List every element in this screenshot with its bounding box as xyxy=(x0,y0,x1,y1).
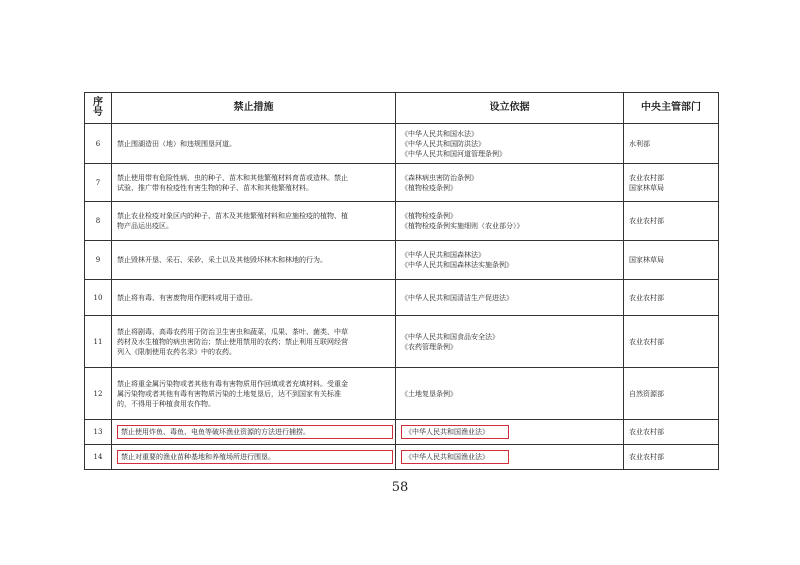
row-number: 11 xyxy=(85,316,112,368)
table-row xyxy=(85,368,719,420)
row-number: 12 xyxy=(85,368,112,420)
basis-line: 《植物检疫条例》 xyxy=(401,183,457,192)
measure-cell xyxy=(112,164,396,202)
basis-cell xyxy=(396,280,624,316)
department-line: 自然资源部 xyxy=(629,389,664,398)
measure-line: 禁止对重要的渔业苗种基地和养殖场所进行围垦。 xyxy=(121,453,275,461)
basis-cell xyxy=(396,368,624,420)
row-number: 7 xyxy=(85,164,112,202)
basis-line: 《土地复垦条例》 xyxy=(401,389,457,398)
basis-cell xyxy=(396,445,624,470)
basis-cell xyxy=(396,241,624,280)
measure-cell xyxy=(112,316,396,368)
table-row xyxy=(85,316,719,368)
measure-line: 禁止农业检疫对象区内的种子、苗木及其他繁殖材料和应施检疫的植物、植 xyxy=(117,212,348,220)
row-number: 8 xyxy=(85,202,112,241)
measure-line: 物产品运出疫区。 xyxy=(117,222,173,230)
measure-line: 禁止将有毒、有害废物用作肥料或用于造田。 xyxy=(117,293,257,302)
measure-line: 属污染物或者其他有毒有害物质污染的土地复垦后，达不到国家有关标准 xyxy=(117,389,341,398)
measure-line: 禁止使用炸鱼、毒鱼、电鱼等破坏渔业资源的方法进行捕捞。 xyxy=(121,428,310,436)
measure-line: 禁止围湖造田（地）和违规围垦河道。 xyxy=(117,139,236,148)
department-cell xyxy=(624,420,719,445)
row-number: 13 xyxy=(85,420,112,445)
department-line: 农业农村部 xyxy=(629,337,664,346)
basis-line: 《植物检疫条例实施细则（农业部分）》 xyxy=(401,222,524,230)
table-row xyxy=(85,420,719,445)
department-line: 国家林草局 xyxy=(629,256,664,264)
department-line: 水利部 xyxy=(629,139,650,148)
department-line: 农业农村部 xyxy=(629,453,664,461)
basis-cell xyxy=(396,164,624,202)
department-cell xyxy=(624,124,719,164)
basis-line: 《中华人民共和国清洁生产促进法》 xyxy=(401,293,513,302)
measure-line: 禁止毁林开垦、采石、采砂、采土以及其他毁坏林木和林地的行为。 xyxy=(117,256,327,264)
department-cell xyxy=(624,316,719,368)
department-cell xyxy=(624,280,719,316)
measure-cell xyxy=(112,241,396,280)
department-cell xyxy=(624,241,719,280)
row-number: 6 xyxy=(85,124,112,164)
measure-cell xyxy=(112,280,396,316)
basis-line: 《中华人民共和国河道管理条例》 xyxy=(401,149,506,158)
row-number: 10 xyxy=(85,280,112,316)
page-number: 58 xyxy=(391,480,409,495)
department-line: 农业农村部 xyxy=(629,428,664,436)
basis-cell xyxy=(396,420,624,445)
basis-cell xyxy=(396,202,624,241)
header-department: 中央主管部门 xyxy=(624,93,719,124)
department-cell xyxy=(624,164,719,202)
measure-cell xyxy=(112,445,396,470)
basis-cell xyxy=(396,124,624,164)
table-row xyxy=(85,164,719,202)
measure-cell xyxy=(112,124,396,164)
basis-line: 《中华人民共和国渔业法》 xyxy=(405,428,489,436)
basis-line: 《农药管理条例》 xyxy=(401,342,457,351)
basis-line: 《中华人民共和国食品安全法》 xyxy=(401,332,499,341)
row-number: 9 xyxy=(85,241,112,280)
measure-line: 禁止将重金属污染物或者其他有毒有害物质用作回填或者充填材料。受重金 xyxy=(117,379,348,388)
table-row xyxy=(85,241,719,280)
basis-cell xyxy=(396,316,624,368)
department-line: 农业农村部 xyxy=(629,173,664,182)
highlight-box xyxy=(117,450,393,464)
department-cell xyxy=(624,368,719,420)
measure-line: 的，不得用于种植食用农作物。 xyxy=(117,399,215,408)
header-basis: 设立依据 xyxy=(396,93,624,124)
basis-line: 《植物检疫条例》 xyxy=(401,212,457,220)
basis-line: 《森林病虫害防治条例》 xyxy=(401,173,478,182)
highlight-box xyxy=(401,450,509,464)
row-number: 14 xyxy=(85,445,112,470)
table-body xyxy=(85,124,719,470)
basis-line: 《中华人民共和国渔业法》 xyxy=(405,453,489,461)
highlight-box xyxy=(117,425,393,439)
measure-cell xyxy=(112,420,396,445)
header-measure: 禁止措施 xyxy=(112,93,396,124)
basis-line: 《中华人民共和国森林法》 xyxy=(401,251,485,259)
table-row xyxy=(85,445,719,470)
measure-cell xyxy=(112,202,396,241)
basis-line: 《中华人民共和国防洪法》 xyxy=(401,139,485,148)
department-line: 农业农村部 xyxy=(629,293,664,302)
prohibition-table xyxy=(84,92,719,470)
department-line: 农业农村部 xyxy=(629,217,664,225)
basis-line: 《中华人民共和国水法》 xyxy=(401,129,478,138)
measure-line: 试验、推广带有检疫性有害生物的种子、苗木和其他繁殖材料。 xyxy=(117,183,313,192)
table-header-row xyxy=(85,93,719,124)
table-row xyxy=(85,124,719,164)
department-cell xyxy=(624,202,719,241)
table-row xyxy=(85,280,719,316)
measure-cell xyxy=(112,368,396,420)
measure-line: 药材及水生植物的病虫害防治；禁止使用禁用的农药；禁止利用互联网经营 xyxy=(117,337,348,346)
header-no: 序号 xyxy=(85,93,112,124)
table-row xyxy=(85,202,719,241)
measure-line: 列入《限制使用农药名录》中的农药。 xyxy=(117,347,236,356)
basis-line: 《中华人民共和国森林法实施条例》 xyxy=(401,261,513,269)
measure-line: 禁止使用带有危险性病、虫的种子、苗木和其他繁殖材料育苗或造林。禁止 xyxy=(117,173,348,182)
department-line: 国家林草局 xyxy=(629,183,664,192)
highlight-box xyxy=(401,425,509,439)
department-cell xyxy=(624,445,719,470)
measure-line: 禁止将剧毒、高毒农药用于防治卫生害虫和蔬菜、瓜果、茶叶、菌类、中草 xyxy=(117,327,348,336)
